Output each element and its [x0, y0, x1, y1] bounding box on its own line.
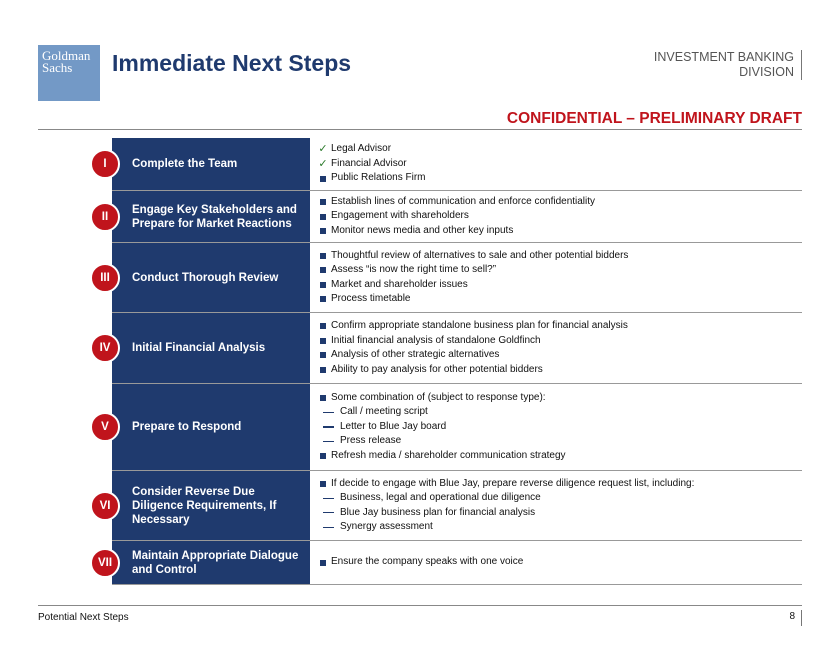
step-item-text: Process timetable	[331, 293, 411, 304]
step-item-text: Thoughtful review of alternatives to sale and other potential bidders	[331, 249, 629, 261]
step-items	[310, 471, 802, 540]
step-item-text: Market and shareholder issues	[331, 278, 468, 290]
step-label: Complete the Team	[112, 138, 310, 190]
step-item	[315, 142, 802, 157]
step-item	[315, 520, 802, 535]
step-item	[315, 278, 802, 293]
step-item	[315, 319, 802, 334]
division-line-2: DIVISION	[739, 65, 794, 79]
step-item-text: Press release	[340, 435, 402, 447]
step-item-text: Some combination of (subject to response type):	[331, 391, 546, 403]
step-item-text: Establish lines of communication and enforce confidentiality	[331, 195, 596, 207]
square-bullet-icon	[315, 453, 331, 459]
step-items	[310, 191, 802, 242]
square-bullet-icon	[315, 323, 331, 329]
step-item	[315, 555, 802, 570]
step-items	[310, 313, 802, 383]
square-bullet-icon	[315, 338, 331, 344]
step-item-text: Initial financial analysis of standalone Goldfinch	[331, 334, 541, 346]
step-item-text: Assess “is now the right time to sell?”	[331, 264, 497, 275]
goldman-sachs-logo	[38, 45, 100, 101]
step-item	[315, 477, 802, 492]
step-item-text: Ability to pay analysis for other potential bidders	[331, 363, 543, 375]
step-item-text: Analysis of other strategic alternatives	[331, 349, 500, 360]
step-row	[99, 313, 802, 384]
step-item	[315, 506, 802, 521]
step-item-text: Ensure the company speaks with one voice	[331, 556, 524, 568]
division-label	[602, 50, 802, 80]
step-items	[310, 243, 802, 312]
step-item-text: Monitor news media and other key inputs	[331, 224, 514, 236]
step-row	[97, 541, 802, 585]
step-items	[310, 138, 802, 190]
square-bullet-icon	[315, 395, 331, 401]
step-item	[315, 209, 802, 224]
square-bullet-icon	[315, 228, 331, 234]
step-item-text: Blue Jay business plan for financial analysis	[340, 506, 536, 518]
step-item	[315, 363, 802, 378]
step-label: Conduct Thorough Review	[112, 243, 310, 312]
page-title: Immediate Next Steps	[112, 50, 352, 76]
step-label: Maintain Appropriate Dialogue and Control	[112, 541, 310, 584]
square-bullet-icon	[315, 253, 331, 259]
step-row	[100, 243, 802, 313]
square-bullet-icon	[315, 296, 331, 302]
footer-section-label: Potential Next Steps	[38, 612, 129, 623]
step-number-badge: V	[90, 412, 120, 442]
step-item	[315, 491, 802, 506]
step-item-text: Refresh media / shareholder communication strategy	[331, 449, 566, 461]
square-bullet-icon	[315, 267, 331, 273]
step-item-text: Public Relations Firm	[331, 172, 426, 184]
footer-divider	[38, 605, 802, 606]
step-item	[315, 171, 802, 186]
step-item	[315, 420, 802, 435]
confidential-banner: CONFIDENTIAL – PRELIMINARY DRAFT	[506, 110, 802, 127]
step-item	[315, 334, 802, 349]
square-bullet-icon	[315, 481, 331, 487]
steps-table	[97, 138, 802, 585]
page-number: 8	[789, 610, 802, 626]
logo-line-1: Goldman	[42, 48, 91, 63]
step-item	[315, 449, 802, 464]
dash-icon	[320, 441, 336, 442]
step-item	[315, 348, 802, 363]
step-label: Prepare to Respond	[112, 384, 310, 470]
step-item-text: Confirm appropriate standalone business plan for financial analysis	[331, 320, 628, 331]
step-item-text: Synergy assessment	[340, 521, 433, 532]
square-bullet-icon	[315, 176, 331, 182]
step-number-badge: VI	[90, 491, 120, 521]
step-item	[315, 434, 802, 449]
step-number-badge: IV	[90, 333, 120, 363]
step-items	[310, 541, 802, 584]
step-row	[99, 471, 802, 541]
check-icon: ✓	[318, 143, 328, 156]
square-bullet-icon	[315, 367, 331, 373]
step-item-text: Engagement with shareholders	[331, 210, 469, 222]
step-item	[315, 249, 802, 264]
square-bullet-icon	[315, 214, 331, 220]
dash-icon	[320, 412, 336, 413]
dash-icon	[320, 527, 336, 528]
dash-icon	[320, 512, 336, 513]
step-number-badge: II	[90, 202, 120, 232]
header-divider	[38, 129, 802, 130]
step-item	[315, 224, 802, 239]
step-item	[315, 292, 802, 307]
logo-line-2: Sachs	[42, 60, 73, 75]
step-item	[315, 405, 802, 420]
step-items	[310, 384, 802, 470]
step-number-badge: III	[90, 263, 120, 293]
check-icon: ✓	[318, 157, 328, 170]
dash-icon	[320, 498, 336, 499]
step-label: Consider Reverse Due Diligence Requirements, If Necessary	[112, 471, 310, 540]
step-item	[315, 391, 802, 406]
square-bullet-icon	[315, 352, 331, 358]
dash-icon	[320, 426, 336, 427]
division-line-1: INVESTMENT BANKING	[653, 50, 794, 64]
step-item	[315, 157, 802, 172]
step-row	[101, 384, 802, 471]
square-bullet-icon	[315, 282, 331, 288]
step-label: Engage Key Stakeholders and Prepare for Market Reactions	[112, 191, 310, 242]
square-bullet-icon	[315, 560, 331, 566]
step-item-text: If decide to engage with Blue Jay, prepare reverse diligence request list, including:	[331, 477, 695, 489]
step-item-text: Call / meeting script	[340, 406, 428, 418]
step-row	[101, 191, 802, 243]
step-label: Initial Financial Analysis	[112, 313, 310, 383]
step-item-text: Letter to Blue Jay board	[340, 420, 447, 432]
step-item	[315, 195, 802, 210]
square-bullet-icon	[315, 199, 331, 205]
step-row	[103, 138, 802, 191]
step-number-badge: I	[90, 149, 120, 179]
step-item-text: Business, legal and operational due diligence	[340, 492, 541, 503]
step-item-text: Financial Advisor	[331, 157, 407, 169]
step-item-text: Legal Advisor	[331, 143, 392, 155]
step-number-badge: VII	[90, 548, 120, 578]
step-item	[315, 263, 802, 278]
